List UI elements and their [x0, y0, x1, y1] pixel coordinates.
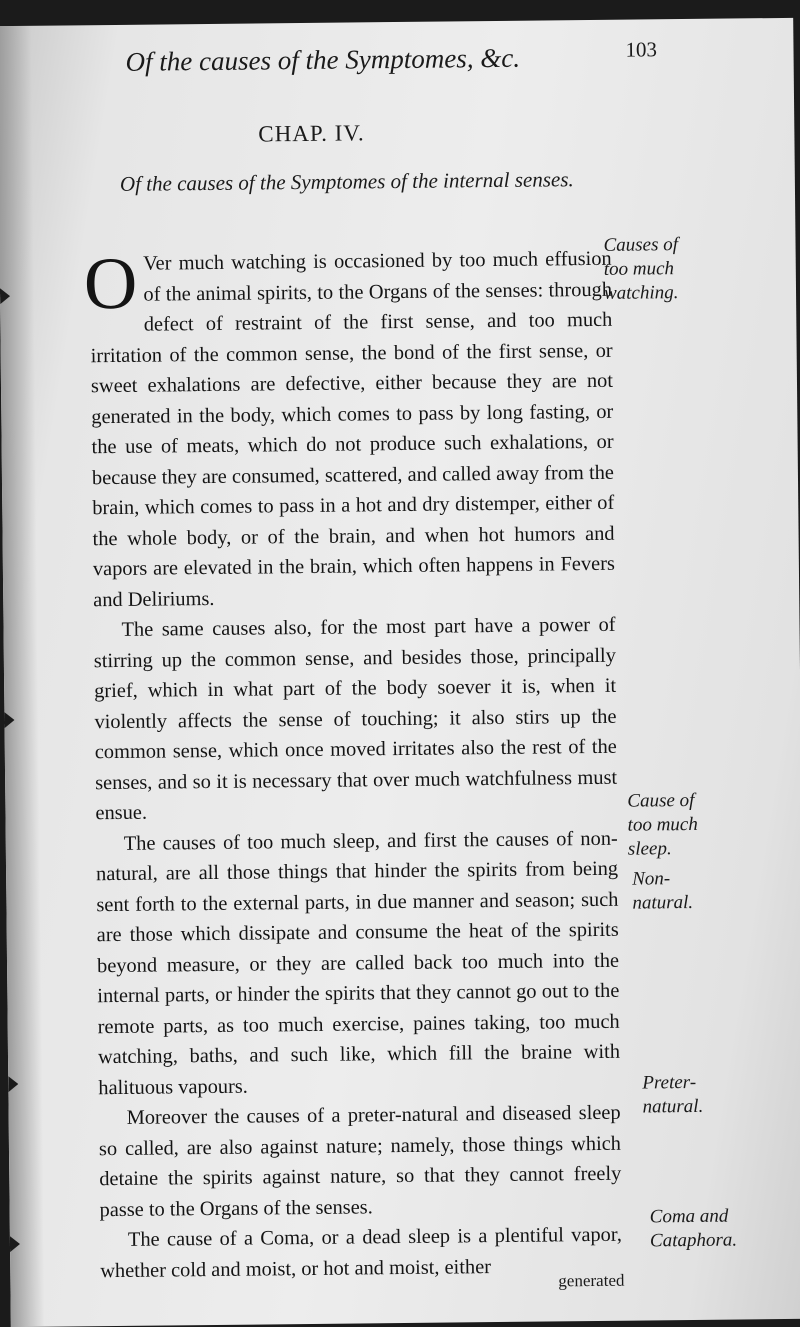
paragraph-text: Ver much watching is occasioned by too much effusion of the animal spirits, to the Organs of the senses: through defect of restraint of the first sense, and too much irritation of the common sense, the bond of the first sense, or sweet exhalations are defective, either because they are not generated in the body, which comes to pass by long fasting, or the use of meats, which do not produce such exhalations, or because they are consumed, scattered, and called away from the brain, which comes to pass in a hot and dry distemper, either of the whole body, or of the brain, and when hot humors and vapors are elevated in the brain, which often happens in Fevers and Deliriums.: [90, 247, 615, 611]
paragraph: The causes of too much sleep, and first the causes of non-natural, are all those things that hinder the spirits from being sent forth to the external parts, in due manner and season; such are those which dissipate and consume the heat of the spirits beyond measure, or they are called back too much into the internal parts, or hinder the spirits that they cannot go out to the remote parts, as too much exercise, paines taking, too much watching, baths, and such like, which fill the braine with halituous vapours.: [95, 827, 621, 1099]
paragraph: [83, 242, 616, 615]
page-edge-notch: [8, 1076, 18, 1092]
page-edge-notch: [10, 1236, 20, 1252]
drop-cap: O: [83, 242, 138, 326]
paragraph: The same causes also, for the most part have a power of stirring up the common sense, and besides those, principally grief, which in what part of the body soever it is, when it violently affects the sense of touching; it also stirs up the common sense, which once moved irritates also the rest of the senses, and so it is necessary that over much watchfulness must ensue.: [93, 613, 618, 825]
page-edge-notch: [4, 712, 14, 728]
page-number: 103: [625, 37, 658, 62]
running-head: Of the causes of the Symptomes, &c.: [125, 42, 521, 77]
marginal-note: Non-natural.: [632, 868, 694, 914]
catchword: generated: [558, 1270, 625, 1291]
body-text: [83, 242, 623, 1286]
book-page: [0, 18, 800, 1327]
marginal-note: Coma and Cataphora.: [649, 1205, 738, 1252]
marginal-note: Cause of too much sleep.: [627, 789, 698, 860]
paragraph: The cause of a Coma, or a dead sleep is a plentiful vapor, whether cold and moist, or hot and moist, either: [100, 1223, 623, 1282]
marginal-note: Causes of too much watching.: [603, 234, 679, 304]
chapter-subtitle: Of the causes of the Symptomes of the internal senses.: [119, 167, 574, 196]
paragraph: Moreover the causes of a preter-natural and diseased sleep so called, are also against nature; namely, those things which detaine the spirits against nature, so that they cannot freely passe to the Organs of the senses.: [98, 1101, 622, 1221]
page-edge-notch: [0, 288, 10, 304]
marginal-note: Preter-natural.: [642, 1071, 704, 1118]
chapter-heading: CHAP. IV.: [258, 120, 365, 147]
